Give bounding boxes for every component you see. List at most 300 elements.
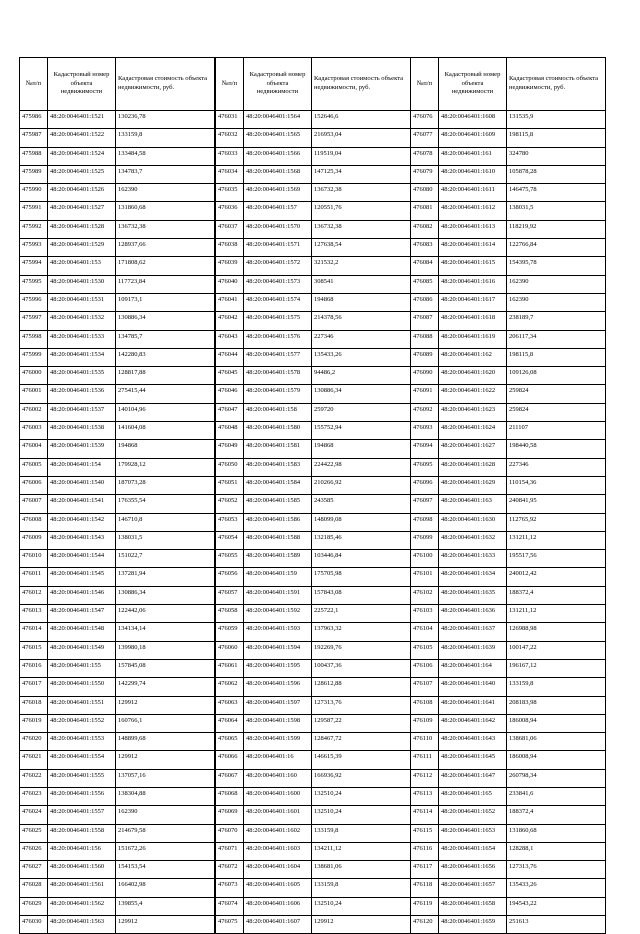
cell-cadastral-value: 133159,8 — [312, 824, 411, 842]
cell-number: 476066 — [216, 751, 244, 769]
cell-cadastral-number: 48:20:0046401:1579 — [244, 385, 312, 403]
cell-cadastral-number: 48:20:0046401:1524 — [48, 147, 116, 165]
cell-cadastral-number: 48:20:0046401:1576 — [244, 330, 312, 348]
cell-number: 476091 — [411, 385, 439, 403]
cell-number: 475994 — [20, 257, 48, 275]
table-row — [20, 476, 215, 494]
cell-number: 476111 — [411, 751, 439, 769]
cell-cadastral-value: 148099,08 — [312, 513, 411, 531]
cell-cadastral-value: 188372,4 — [507, 806, 606, 824]
cell-cadastral-number: 48:20:0046401:1545 — [48, 568, 116, 586]
cell-number: 476041 — [216, 293, 244, 311]
cell-number: 476039 — [216, 257, 244, 275]
cell-cadastral-value: 131211,12 — [507, 605, 606, 623]
cell-number: 476087 — [411, 312, 439, 330]
cell-number: 476038 — [216, 239, 244, 257]
cell-number: 476100 — [411, 550, 439, 568]
table-row — [216, 348, 411, 366]
cell-cadastral-value: 133159,8 — [507, 678, 606, 696]
cell-number: 476014 — [20, 623, 48, 641]
table-row — [20, 586, 215, 604]
cell-cadastral-value: 214378,56 — [312, 312, 411, 330]
cell-number: 476116 — [411, 842, 439, 860]
cell-number: 476059 — [216, 623, 244, 641]
cell-cadastral-number: 48:20:0046401:159 — [244, 568, 312, 586]
cell-cadastral-value: 131211,12 — [507, 531, 606, 549]
cell-number: 476113 — [411, 787, 439, 805]
cell-cadastral-number: 48:20:0046401:161 — [439, 147, 507, 165]
table-row — [411, 385, 606, 403]
cell-cadastral-number: 48:20:0046401:1571 — [244, 239, 312, 257]
cell-cadastral-number: 48:20:0046401:1605 — [244, 879, 312, 897]
cell-number: 476078 — [411, 147, 439, 165]
cell-cadastral-value: 251613 — [507, 916, 606, 934]
cell-cadastral-value: 166936,92 — [312, 769, 411, 787]
cell-cadastral-value: 138031,5 — [116, 531, 215, 549]
cell-number: 476073 — [216, 879, 244, 897]
cell-cadastral-number: 48:20:0046401:1531 — [48, 293, 116, 311]
cell-number: 476051 — [216, 476, 244, 494]
table-row — [411, 275, 606, 293]
cell-number: 476085 — [411, 275, 439, 293]
cell-cadastral-value: 210266,92 — [312, 476, 411, 494]
cell-cadastral-number: 48:20:0046401:1543 — [48, 531, 116, 549]
cell-number: 476103 — [411, 605, 439, 623]
cell-cadastral-value: 146475,78 — [507, 184, 606, 202]
cell-cadastral-number: 48:20:0046401:1547 — [48, 605, 116, 623]
cell-cadastral-value: 137057,16 — [116, 769, 215, 787]
cell-cadastral-number: 48:20:0046401:1527 — [48, 202, 116, 220]
cell-cadastral-number: 48:20:0046401:1639 — [439, 641, 507, 659]
cell-cadastral-value: 129912 — [116, 916, 215, 934]
cell-cadastral-number: 48:20:0046401:1588 — [244, 531, 312, 549]
cell-number: 475987 — [20, 129, 48, 147]
cell-cadastral-number: 48:20:0046401:1565 — [244, 129, 312, 147]
cell-cadastral-number: 48:20:0046401:1539 — [48, 440, 116, 458]
cell-cadastral-number: 48:20:0046401:1595 — [244, 659, 312, 677]
table-row — [411, 513, 606, 531]
cell-cadastral-value: 135433,26 — [507, 879, 606, 897]
table-row — [216, 678, 411, 696]
table-row — [20, 385, 215, 403]
cell-cadastral-number: 48:20:0046401:1522 — [48, 129, 116, 147]
table-row — [411, 879, 606, 897]
cell-number: 476117 — [411, 861, 439, 879]
cell-cadastral-value: 127638,54 — [312, 239, 411, 257]
cell-cadastral-number: 48:20:0046401:1634 — [439, 568, 507, 586]
cell-number: 475998 — [20, 330, 48, 348]
cell-cadastral-value: 260798,34 — [507, 769, 606, 787]
table-row — [411, 403, 606, 421]
header-cadastral-value: Кадастровая стоимость объекта недвижимости, руб. — [312, 58, 411, 111]
cell-cadastral-number: 48:20:0046401:1568 — [244, 165, 312, 183]
cell-cadastral-value: 162390 — [507, 293, 606, 311]
cell-cadastral-number: 48:20:0046401:1627 — [439, 440, 507, 458]
cell-number: 476007 — [20, 495, 48, 513]
table-row — [20, 696, 215, 714]
cell-cadastral-value: 118219,92 — [507, 220, 606, 238]
table-row — [411, 367, 606, 385]
cell-number: 476031 — [216, 111, 244, 129]
cell-cadastral-number: 48:20:0046401:1546 — [48, 586, 116, 604]
cell-cadastral-value: 216953,04 — [312, 129, 411, 147]
cell-cadastral-number: 48:20:0046401:1581 — [244, 440, 312, 458]
table-row — [411, 806, 606, 824]
table-row — [20, 440, 215, 458]
cell-number: 476037 — [216, 220, 244, 238]
cell-number: 476107 — [411, 678, 439, 696]
table-row — [216, 220, 411, 238]
cell-cadastral-value: 188372,4 — [507, 586, 606, 604]
cell-number: 476074 — [216, 897, 244, 915]
table-row — [216, 586, 411, 604]
cell-number: 476016 — [20, 659, 48, 677]
cell-cadastral-value: 324780 — [507, 147, 606, 165]
cell-cadastral-value: 130886,34 — [116, 586, 215, 604]
cell-cadastral-number: 48:20:0046401:1643 — [439, 733, 507, 751]
cell-cadastral-value: 240841,95 — [507, 495, 606, 513]
cell-cadastral-value: 243585 — [312, 495, 411, 513]
cell-cadastral-number: 48:20:0046401:1637 — [439, 623, 507, 641]
cell-cadastral-value: 131535,9 — [507, 111, 606, 129]
table-row — [20, 330, 215, 348]
cell-cadastral-value: 186008,94 — [507, 751, 606, 769]
cell-cadastral-number: 48:20:0046401:1616 — [439, 275, 507, 293]
table-row — [20, 293, 215, 311]
cell-cadastral-number: 48:20:0046401:1641 — [439, 696, 507, 714]
cell-cadastral-number: 48:20:0046401:155 — [48, 659, 116, 677]
cell-cadastral-value: 100147,22 — [507, 641, 606, 659]
table-row — [20, 879, 215, 897]
table-row — [20, 403, 215, 421]
cell-cadastral-value: 136732,38 — [312, 220, 411, 238]
cell-cadastral-number: 48:20:0046401:1629 — [439, 476, 507, 494]
cell-cadastral-value: 129912 — [116, 696, 215, 714]
cell-cadastral-value: 110154,36 — [507, 476, 606, 494]
cell-number: 476048 — [216, 422, 244, 440]
cell-cadastral-value: 146710,8 — [116, 513, 215, 531]
cell-number: 476082 — [411, 220, 439, 238]
table-row — [411, 714, 606, 732]
cell-number: 476069 — [216, 806, 244, 824]
cell-cadastral-number: 48:20:0046401:1630 — [439, 513, 507, 531]
cell-number: 476105 — [411, 641, 439, 659]
cell-cadastral-number: 48:20:0046401:158 — [244, 403, 312, 421]
table-row — [216, 806, 411, 824]
cell-number: 476083 — [411, 239, 439, 257]
cell-number: 476011 — [20, 568, 48, 586]
cell-number: 475990 — [20, 184, 48, 202]
cell-cadastral-number: 48:20:0046401:1600 — [244, 787, 312, 805]
table-row — [216, 879, 411, 897]
table-row — [216, 861, 411, 879]
cell-cadastral-value: 152646,6 — [312, 111, 411, 129]
cell-cadastral-value: 138681,06 — [312, 861, 411, 879]
table-row — [20, 312, 215, 330]
table-row — [411, 239, 606, 257]
cell-cadastral-value: 109173,1 — [116, 293, 215, 311]
cell-cadastral-value: 208183,98 — [507, 696, 606, 714]
cell-cadastral-value: 135433,26 — [312, 348, 411, 366]
cell-cadastral-number: 48:20:0046401:1528 — [48, 220, 116, 238]
table-row — [216, 751, 411, 769]
cell-cadastral-value: 240012,42 — [507, 568, 606, 586]
header-cadastral-number: Кадастровый номер объекта недвижимости — [48, 58, 116, 111]
cell-cadastral-number: 48:20:0046401:1658 — [439, 897, 507, 915]
cell-cadastral-value: 138304,88 — [116, 787, 215, 805]
cell-number: 475995 — [20, 275, 48, 293]
cell-number: 476054 — [216, 531, 244, 549]
cell-cadastral-value: 129912 — [116, 751, 215, 769]
cell-cadastral-number: 48:20:0046401:1647 — [439, 769, 507, 787]
cell-cadastral-value: 139980,18 — [116, 641, 215, 659]
cell-number: 476024 — [20, 806, 48, 824]
cell-number: 476019 — [20, 714, 48, 732]
table-row — [216, 733, 411, 751]
cell-cadastral-value: 122766,84 — [507, 239, 606, 257]
cell-cadastral-value: 224422,98 — [312, 458, 411, 476]
table-row — [20, 733, 215, 751]
cell-number: 476090 — [411, 367, 439, 385]
table-body — [216, 111, 411, 934]
table-row — [20, 257, 215, 275]
cell-number: 476061 — [216, 659, 244, 677]
cell-cadastral-value: 130886,34 — [312, 385, 411, 403]
cell-cadastral-value: 171808,62 — [116, 257, 215, 275]
cell-cadastral-value: 120551,76 — [312, 202, 411, 220]
table-row — [20, 184, 215, 202]
cell-cadastral-value: 109126,08 — [507, 367, 606, 385]
table-row — [20, 111, 215, 129]
table-row — [411, 659, 606, 677]
cell-cadastral-number: 48:20:0046401:1599 — [244, 733, 312, 751]
cell-cadastral-number: 48:20:0046401:1656 — [439, 861, 507, 879]
table-row — [216, 550, 411, 568]
cell-number: 475993 — [20, 239, 48, 257]
table-row — [411, 422, 606, 440]
cell-number: 476104 — [411, 623, 439, 641]
cell-cadastral-value: 227346 — [507, 458, 606, 476]
cell-cadastral-number: 48:20:0046401:1542 — [48, 513, 116, 531]
cell-number: 476009 — [20, 531, 48, 549]
table-row — [411, 769, 606, 787]
cell-cadastral-number: 48:20:0046401:1540 — [48, 476, 116, 494]
cell-cadastral-value: 211107 — [507, 422, 606, 440]
cell-cadastral-number: 48:20:0046401:1645 — [439, 751, 507, 769]
cell-cadastral-value: 133159,8 — [116, 129, 215, 147]
table-row — [216, 330, 411, 348]
cell-cadastral-number: 48:20:0046401:1552 — [48, 714, 116, 732]
cell-cadastral-number: 48:20:0046401:157 — [244, 202, 312, 220]
cell-cadastral-number: 48:20:0046401:1562 — [48, 897, 116, 915]
cell-cadastral-value: 122442,06 — [116, 605, 215, 623]
cell-number: 476065 — [216, 733, 244, 751]
table-row — [20, 714, 215, 732]
table-row — [20, 824, 215, 842]
cell-cadastral-value: 132510,24 — [312, 806, 411, 824]
cell-number: 476063 — [216, 696, 244, 714]
cell-number: 476072 — [216, 861, 244, 879]
table-row — [216, 495, 411, 513]
table-row — [411, 916, 606, 934]
cell-number: 476021 — [20, 751, 48, 769]
cell-cadastral-number: 48:20:0046401:1574 — [244, 293, 312, 311]
cell-cadastral-number: 48:20:0046401:164 — [439, 659, 507, 677]
table-row — [20, 202, 215, 220]
cell-number: 476002 — [20, 403, 48, 421]
cell-cadastral-number: 48:20:0046401:1654 — [439, 842, 507, 860]
cell-number: 476086 — [411, 293, 439, 311]
cell-cadastral-value: 131860,68 — [507, 824, 606, 842]
table-row — [216, 184, 411, 202]
cell-cadastral-value: 134783,7 — [116, 165, 215, 183]
header-number: №п/п — [216, 58, 244, 111]
cell-cadastral-number: 48:20:0046401:1617 — [439, 293, 507, 311]
cell-cadastral-number: 48:20:0046401:160 — [244, 769, 312, 787]
cell-cadastral-number: 48:20:0046401:1592 — [244, 605, 312, 623]
table-row — [20, 239, 215, 257]
cell-number: 476010 — [20, 550, 48, 568]
cell-number: 476029 — [20, 897, 48, 915]
cell-number: 476096 — [411, 476, 439, 494]
cell-number: 476067 — [216, 769, 244, 787]
table-row — [216, 605, 411, 623]
table-row — [216, 293, 411, 311]
table-row — [411, 165, 606, 183]
cell-cadastral-number: 48:20:0046401:1557 — [48, 806, 116, 824]
cell-number: 476003 — [20, 422, 48, 440]
cell-cadastral-value: 141604,08 — [116, 422, 215, 440]
cell-cadastral-number: 48:20:0046401:1535 — [48, 367, 116, 385]
table-row — [411, 897, 606, 915]
cell-cadastral-number: 48:20:0046401:1659 — [439, 916, 507, 934]
cell-cadastral-value: 130236,78 — [116, 111, 215, 129]
cell-cadastral-value: 119519,04 — [312, 147, 411, 165]
cell-cadastral-value: 186008,94 — [507, 714, 606, 732]
table-header-row — [216, 58, 411, 111]
cell-number: 476108 — [411, 696, 439, 714]
cell-number: 476004 — [20, 440, 48, 458]
cell-number: 476012 — [20, 586, 48, 604]
cell-cadastral-number: 48:20:0046401:1534 — [48, 348, 116, 366]
header-cadastral-value: Кадастровая стоимость объекта недвижимости, руб. — [507, 58, 606, 111]
cell-cadastral-number: 48:20:0046401:1573 — [244, 275, 312, 293]
cell-cadastral-value: 179928,12 — [116, 458, 215, 476]
cadastral-table-2 — [215, 57, 411, 934]
cell-cadastral-number: 48:20:0046401:1577 — [244, 348, 312, 366]
cell-number: 476097 — [411, 495, 439, 513]
cell-cadastral-number: 48:20:0046401:1591 — [244, 586, 312, 604]
cell-cadastral-number: 48:20:0046401:156 — [48, 842, 116, 860]
cell-cadastral-value: 195517,56 — [507, 550, 606, 568]
cell-cadastral-number: 48:20:0046401:1583 — [244, 458, 312, 476]
cell-cadastral-value: 128937,66 — [116, 239, 215, 257]
table-row — [411, 147, 606, 165]
cell-cadastral-number: 48:20:0046401:1532 — [48, 312, 116, 330]
cell-number: 475996 — [20, 293, 48, 311]
cell-cadastral-value: 142280,83 — [116, 348, 215, 366]
cell-number: 476102 — [411, 586, 439, 604]
cell-number: 475988 — [20, 147, 48, 165]
cell-cadastral-number: 48:20:0046401:1601 — [244, 806, 312, 824]
cell-cadastral-number: 48:20:0046401:1560 — [48, 861, 116, 879]
cell-number: 476032 — [216, 129, 244, 147]
cell-cadastral-number: 48:20:0046401:1653 — [439, 824, 507, 842]
cell-number: 476088 — [411, 330, 439, 348]
cell-number: 476109 — [411, 714, 439, 732]
cell-number: 476026 — [20, 842, 48, 860]
cell-number: 476025 — [20, 824, 48, 842]
cell-cadastral-number: 48:20:0046401:1619 — [439, 330, 507, 348]
cell-cadastral-number: 48:20:0046401:1556 — [48, 787, 116, 805]
cell-number: 476020 — [20, 733, 48, 751]
table-row — [20, 348, 215, 366]
cell-number: 476022 — [20, 769, 48, 787]
cell-number: 475992 — [20, 220, 48, 238]
cell-number: 476035 — [216, 184, 244, 202]
table-row — [216, 367, 411, 385]
cell-cadastral-value: 146615,39 — [312, 751, 411, 769]
table-row — [216, 312, 411, 330]
cell-number: 476120 — [411, 916, 439, 934]
cell-cadastral-value: 134785,7 — [116, 330, 215, 348]
cell-cadastral-value: 100437,36 — [312, 659, 411, 677]
cell-number: 476080 — [411, 184, 439, 202]
table-row — [20, 623, 215, 641]
cell-cadastral-number: 48:20:0046401:1615 — [439, 257, 507, 275]
cell-cadastral-number: 48:20:0046401:1589 — [244, 550, 312, 568]
table-row — [411, 202, 606, 220]
cell-cadastral-number: 48:20:0046401:1525 — [48, 165, 116, 183]
cell-cadastral-number: 48:20:0046401:1564 — [244, 111, 312, 129]
cell-number: 476115 — [411, 824, 439, 842]
cell-number: 476071 — [216, 842, 244, 860]
table-row — [216, 385, 411, 403]
table-body — [411, 111, 606, 934]
cell-cadastral-value: 134134,14 — [116, 623, 215, 641]
table-row — [216, 897, 411, 915]
cell-number: 476114 — [411, 806, 439, 824]
cell-number: 476049 — [216, 440, 244, 458]
cell-cadastral-value: 128288,1 — [507, 842, 606, 860]
table-row — [411, 623, 606, 641]
table-row — [216, 769, 411, 787]
table-row — [20, 751, 215, 769]
cell-cadastral-number: 48:20:0046401:1541 — [48, 495, 116, 513]
cell-number: 476099 — [411, 531, 439, 549]
cell-cadastral-number: 48:20:0046401:1633 — [439, 550, 507, 568]
cell-number: 476042 — [216, 312, 244, 330]
table-row — [411, 751, 606, 769]
cell-number: 476034 — [216, 165, 244, 183]
header-cadastral-number: Кадастровый номер объекта недвижимости — [439, 58, 507, 111]
table-row — [411, 696, 606, 714]
cell-number: 476044 — [216, 348, 244, 366]
table-row — [20, 659, 215, 677]
cell-number: 476094 — [411, 440, 439, 458]
table-row — [20, 769, 215, 787]
cell-number: 476118 — [411, 879, 439, 897]
table-row — [411, 129, 606, 147]
cell-cadastral-value: 192269,76 — [312, 641, 411, 659]
cell-cadastral-value: 166402,98 — [116, 879, 215, 897]
cell-number: 475999 — [20, 348, 48, 366]
cell-number: 476062 — [216, 678, 244, 696]
cell-cadastral-number: 48:20:0046401:1640 — [439, 678, 507, 696]
cell-number: 476098 — [411, 513, 439, 531]
cell-number: 476060 — [216, 641, 244, 659]
cell-cadastral-number: 48:20:0046401:163 — [439, 495, 507, 513]
